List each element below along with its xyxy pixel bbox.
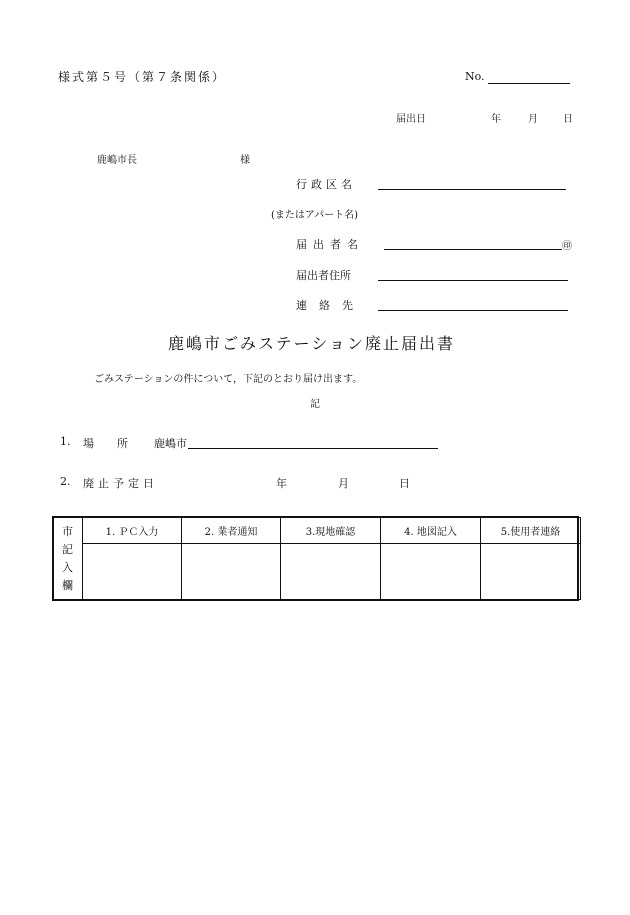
applicant-address-field[interactable] [378, 280, 568, 281]
addressee-mayor: 鹿嶋市長 [97, 155, 137, 166]
place-number: 1. [60, 435, 71, 448]
no-label: No. [465, 70, 485, 83]
contact-field[interactable] [378, 310, 568, 311]
place-label: 場 所 [83, 437, 134, 450]
apartment-note: (またはアパート名) [271, 210, 359, 221]
date-year: 年 [491, 114, 501, 125]
header-site-check: 3.現地確認 [281, 518, 381, 544]
place-field[interactable] [188, 448, 438, 449]
intro-text: ごみステーションの件について，下記のとおり届け出ます。 [94, 374, 363, 385]
cell-map-entry[interactable] [381, 544, 481, 600]
date-label: 届出日 [396, 114, 426, 125]
cell-pc-input[interactable] [83, 544, 182, 600]
applicant-name-field[interactable] [384, 249, 562, 250]
applicant-address-label: 届出者住所 [296, 269, 351, 282]
header-vendor-notice: 2. 業者通知 [182, 518, 281, 544]
seal-mark: ㊞ [562, 241, 572, 252]
side-char: 欄 [62, 578, 73, 592]
addressee-honorific: 様 [240, 155, 250, 166]
abolish-day: 日 [399, 477, 410, 490]
header-map-entry: 4. 地図記入 [381, 518, 481, 544]
district-field[interactable] [378, 189, 566, 190]
date-number: 2. [60, 475, 71, 488]
abolish-month: 月 [338, 477, 349, 490]
place-prefix: 鹿嶋市 [154, 437, 187, 450]
side-char: 入 [62, 560, 73, 574]
abolish-date-label: 廃止予定日 [83, 477, 158, 490]
header-pc-input: 1. ＰＣ入力 [83, 518, 182, 544]
cell-site-check[interactable] [281, 544, 381, 600]
applicant-name-label: 届出者名 [296, 238, 364, 251]
form-number: 様式第５号（第７条関係） [58, 70, 227, 84]
district-label: 行政区名 [296, 178, 356, 191]
cell-user-contact[interactable] [481, 544, 581, 600]
office-use-label [53, 518, 83, 600]
side-char: 市 [62, 524, 73, 538]
ki-label: 記 [310, 399, 320, 410]
side-char: 記 [62, 542, 73, 556]
office-use-table [52, 517, 581, 600]
header-user-contact: 5.使用者連絡 [481, 518, 581, 544]
date-day: 日 [563, 114, 573, 125]
document-title: 鹿嶋市ごみステーション廃止届出書 [168, 334, 456, 353]
date-month: 月 [528, 114, 538, 125]
abolish-year: 年 [276, 477, 287, 490]
contact-label: 連絡先 [296, 299, 365, 312]
no-field[interactable] [488, 83, 570, 84]
cell-vendor-notice[interactable] [182, 544, 281, 600]
